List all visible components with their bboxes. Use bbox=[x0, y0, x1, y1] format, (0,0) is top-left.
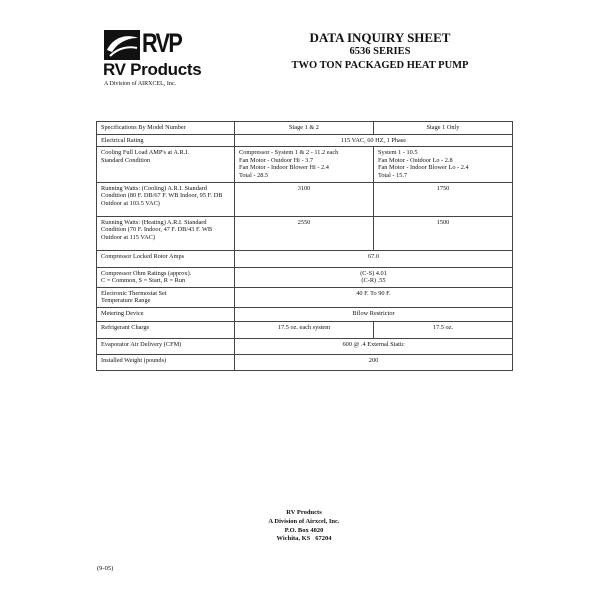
spec-header-stage-1-2: Stage 1 & 2 bbox=[235, 122, 374, 135]
table-row-cooling-amps bbox=[97, 147, 513, 182]
row-label: Running Watts: (Cooling) A.R.I. Standard Condition (80 F. DB/67 F. WB Indoor, 95 F. DB Outdoor at 103.5 VAC) bbox=[97, 182, 235, 216]
row-value: (C-S) 4.01 (C-R) .55 bbox=[235, 267, 513, 287]
row-value: 67.0 bbox=[235, 250, 513, 267]
date-code: (9-05) bbox=[97, 565, 114, 572]
row-label: Metering Device bbox=[97, 307, 235, 321]
row-value: 600 @ .4 External Static bbox=[235, 338, 513, 354]
footer-division: A Division of Airxcel, Inc. bbox=[268, 517, 340, 525]
row-label: Electrical Rating bbox=[97, 134, 235, 147]
spec-header-label: Specifications By Model Number bbox=[97, 122, 235, 135]
logo-swoosh-icon bbox=[104, 30, 142, 60]
row-value-stage-1-only: 17.5 oz. bbox=[374, 321, 513, 338]
table-row-air-delivery bbox=[97, 338, 513, 354]
row-value-stage-1-only: 1750 bbox=[374, 182, 513, 216]
logo-tagline: A Division of AIRXCEL, Inc. bbox=[104, 81, 176, 87]
document-header bbox=[270, 30, 490, 73]
row-label: Compressor Ohm Ratings (approx). C = Common, S = Start, R = Run bbox=[97, 267, 235, 287]
table-row-electrical bbox=[97, 134, 513, 147]
row-value-stage-1-only: 1500 bbox=[374, 216, 513, 250]
table-row-locked-rotor bbox=[97, 250, 513, 267]
rv-products-logo bbox=[100, 28, 202, 90]
logo-letters: RVP bbox=[142, 28, 182, 58]
row-label: Refrigerant Charge bbox=[97, 321, 235, 338]
row-value: Bflow Restrictor bbox=[235, 307, 513, 321]
row-value-stage-1-2: 2550 bbox=[235, 216, 374, 250]
table-row-thermostat bbox=[97, 287, 513, 307]
table-row-weight bbox=[97, 354, 513, 370]
table-row-metering bbox=[97, 307, 513, 321]
logo-company-name: RV Products bbox=[103, 60, 202, 79]
row-label: Running Watts: (Heating) A.R.I. Standard Condition (70 F. Indoor, 47 F. DB/43 F. WB Outdoor at 115 VAC) bbox=[97, 216, 235, 250]
spec-table bbox=[96, 121, 513, 371]
footer-city: Wichita, KS 67204 bbox=[276, 535, 332, 543]
row-label: Cooling Full Load AMP's at A.R.I. Standard Condition bbox=[97, 147, 235, 182]
row-value-stage-1-2: 17.5 oz. each system bbox=[235, 321, 374, 338]
footer-company: RV Products bbox=[286, 509, 322, 516]
table-row-refrigerant bbox=[97, 321, 513, 338]
row-value-stage-1-2: Compressor - System 1 & 2 - 11.2 each Fan Motor - Outdoor Hi - 3.7 Fan Motor - Indoor Blower Hi - 2.4 Total - 28.5 bbox=[235, 147, 374, 182]
table-row-cooling-watts bbox=[97, 182, 513, 216]
row-value: 40 F. To 90 F. bbox=[235, 287, 513, 307]
table-row-ohm-ratings bbox=[97, 267, 513, 287]
row-label: Installed Weight (pounds) bbox=[97, 354, 235, 370]
row-value-stage-1-only: System 1 - 10.5 Fan Motor - Outdoor Lo - 2.8 Fan Motor - Indoor Blower Lo - 2.4 Total - 15.7 bbox=[374, 147, 513, 182]
table-row-header bbox=[97, 122, 513, 135]
document-title: DATA INQUIRY SHEET bbox=[309, 30, 451, 45]
spec-header-stage-1-only: Stage 1 Only bbox=[374, 122, 513, 135]
row-value-stage-1-2: 3100 bbox=[235, 182, 374, 216]
table-row-heating-watts bbox=[97, 216, 513, 250]
row-label: Electronic Thermostat Set Temperature Range bbox=[97, 287, 235, 307]
row-label: Evaporator Air Delivery (CFM) bbox=[97, 338, 235, 354]
row-label: Compressor Locked Rotor Amps bbox=[97, 250, 235, 267]
footer-address bbox=[204, 509, 404, 544]
document-series: 6536 SERIES bbox=[349, 46, 411, 57]
footer-po-box: P.O. Box 4020 bbox=[284, 526, 324, 534]
row-value: 200 bbox=[235, 354, 513, 370]
row-value: 115 VAC, 60 HZ, 1 Phase bbox=[235, 134, 513, 147]
document-product: TWO TON PACKAGED HEAT PUMP bbox=[291, 60, 469, 71]
